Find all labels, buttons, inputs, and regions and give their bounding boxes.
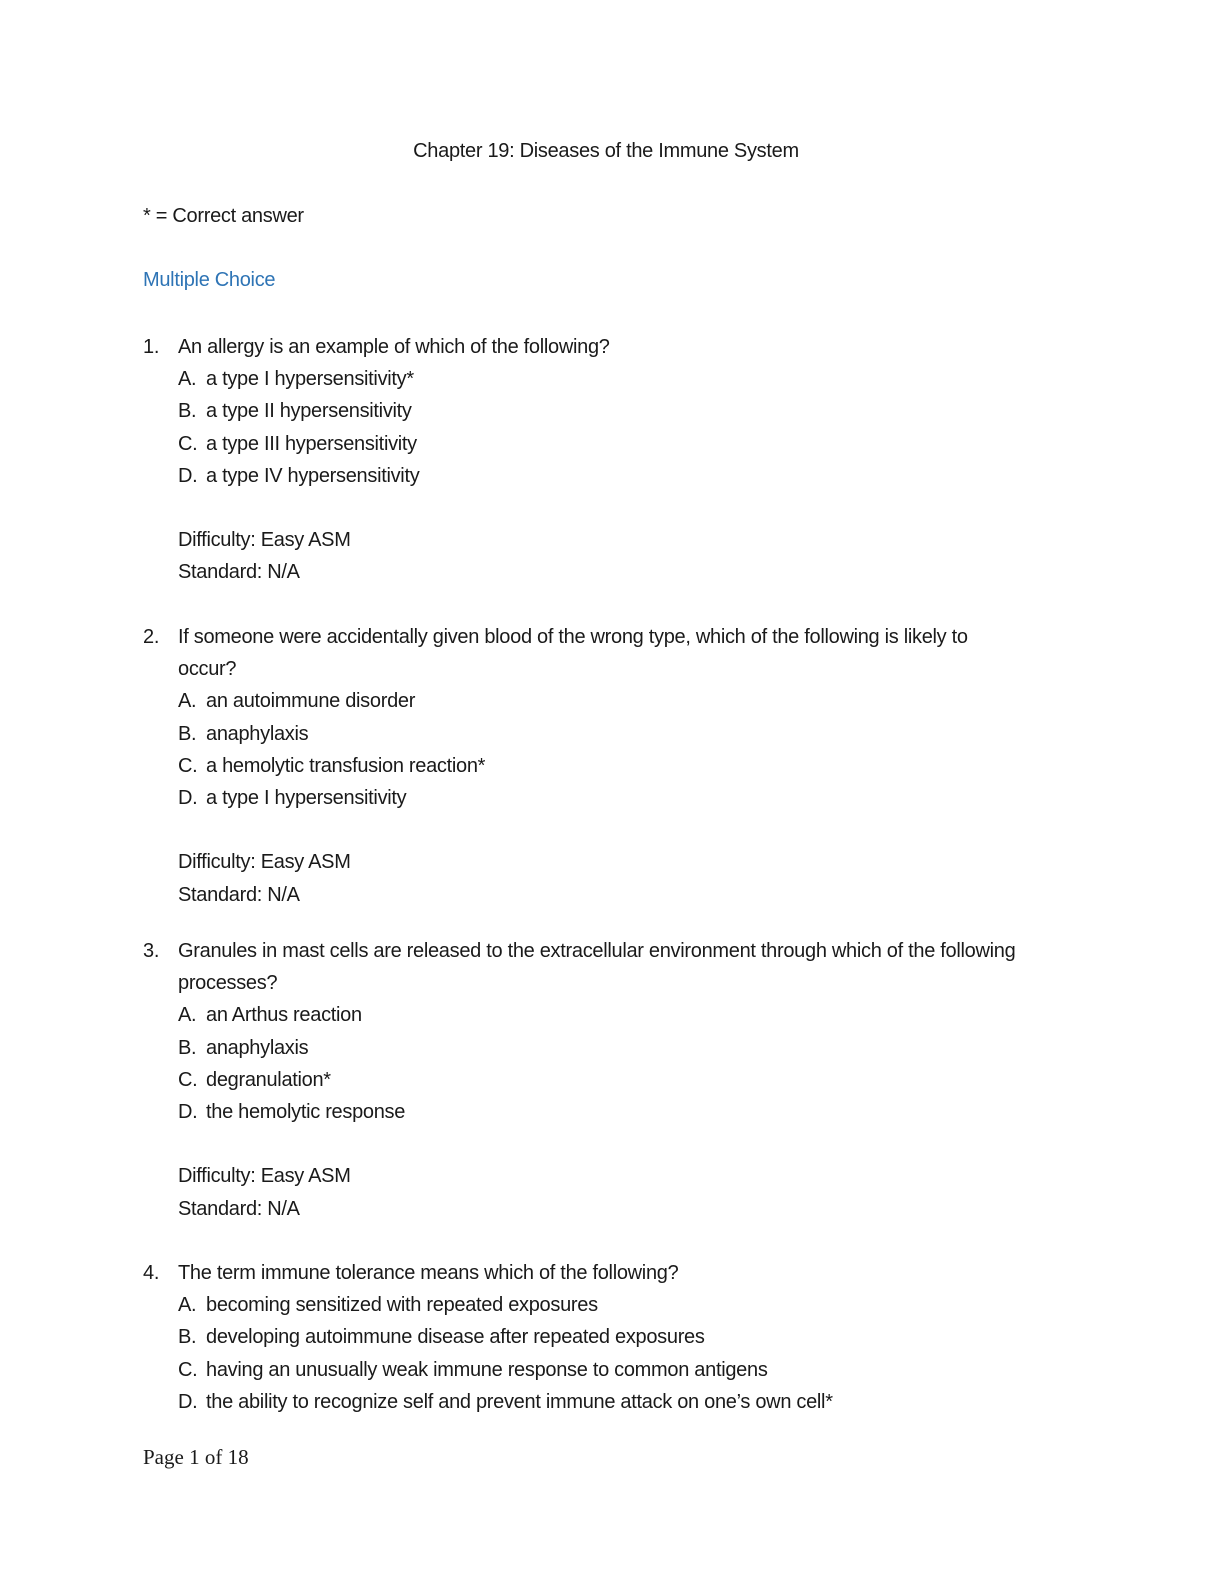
difficulty-label: Difficulty: Easy ASM [178, 1165, 351, 1188]
option-text: the ability to recognize self and prevent immune attack on one’s own cell* [206, 1390, 833, 1413]
question-text: The term immune tolerance means which of the following? [178, 1262, 679, 1284]
option-text: an autoimmune disorder [206, 690, 416, 713]
answer-option-d [178, 1386, 1023, 1418]
option-text: becoming sensitized with repeated exposures [206, 1294, 598, 1317]
option-text: a type I hypersensitivity* [206, 368, 414, 391]
question-text: Granules in mast cells are released to the extracellular environment through which of the following processes? [178, 940, 1016, 995]
question-meta [178, 846, 1023, 910]
question-meta [178, 524, 1023, 588]
answer-option-b [178, 1321, 1023, 1353]
option-text: having an unusually weak immune response to common antigens [206, 1358, 768, 1381]
question-number: 1. [143, 336, 160, 358]
answer-options [178, 685, 1023, 814]
option-text: the hemolytic response [206, 1101, 406, 1124]
option-letter: A. [178, 1294, 197, 1317]
page-title: Chapter 19: Diseases of the Immune System [413, 140, 799, 162]
answer-option-a [178, 685, 1023, 717]
option-letter: D. [178, 464, 198, 487]
option-text: degranulation* [206, 1068, 331, 1091]
option-text: a hemolytic transfusion reaction* [206, 754, 486, 777]
answer-option-b [178, 718, 1023, 750]
option-letter: A. [178, 368, 197, 391]
option-letter: A. [178, 690, 197, 713]
option-text: a type III hypersensitivity [206, 432, 417, 455]
answer-option-d [178, 782, 1023, 814]
answer-option-b [178, 395, 1023, 427]
question-3 [143, 935, 1023, 1225]
difficulty-label: Difficulty: Easy ASM [178, 851, 351, 874]
answer-option-c [178, 1064, 1023, 1096]
standard-label: Standard: N/A [178, 883, 300, 906]
answer-key-legend: * = Correct answer [143, 205, 304, 227]
standard-label: Standard: N/A [178, 1197, 300, 1220]
option-text: anaphylaxis [206, 722, 309, 745]
answer-option-a [178, 363, 1023, 395]
question-number: 4. [143, 1262, 160, 1284]
answer-options [178, 1289, 1023, 1418]
question-1 [143, 331, 1023, 589]
option-letter: B. [178, 1036, 197, 1059]
option-text: anaphylaxis [206, 1036, 309, 1059]
answer-option-a [178, 1289, 1023, 1321]
option-text: a type I hypersensitivity [206, 787, 407, 810]
difficulty-label: Difficulty: Easy ASM [178, 529, 351, 552]
option-text: a type IV hypersensitivity [206, 464, 420, 487]
page-number: Page 1 of 18 [143, 1445, 249, 1469]
answer-options [178, 363, 1023, 492]
question-text: If someone were accidentally given blood of the wrong type, which of the following is likely to occur? [178, 626, 968, 681]
answer-option-d [178, 1096, 1023, 1128]
option-text: developing autoimmune disease after repeated exposures [206, 1326, 705, 1349]
option-letter: D. [178, 1390, 198, 1413]
question-text: An allergy is an example of which of the following? [178, 336, 610, 358]
question-2 [143, 621, 1023, 911]
question-number: 2. [143, 626, 160, 648]
option-letter: C. [178, 1358, 198, 1381]
answer-option-c [178, 428, 1023, 460]
question-4 [143, 1257, 1023, 1418]
answer-option-c [178, 1354, 1023, 1386]
question-number: 3. [143, 940, 160, 962]
answer-option-a [178, 999, 1023, 1031]
answer-option-d [178, 460, 1023, 492]
option-letter: A. [178, 1004, 197, 1027]
option-letter: B. [178, 722, 197, 745]
option-text: an Arthus reaction [206, 1004, 362, 1027]
standard-label: Standard: N/A [178, 561, 300, 584]
question-meta [178, 1160, 1023, 1224]
option-letter: C. [178, 1068, 198, 1091]
answer-option-c [178, 750, 1023, 782]
option-letter: C. [178, 432, 198, 455]
option-letter: D. [178, 1101, 198, 1124]
option-letter: C. [178, 754, 198, 777]
option-letter: B. [178, 1326, 197, 1349]
option-text: a type II hypersensitivity [206, 400, 412, 423]
section-heading: Multiple Choice [143, 269, 276, 291]
option-letter: D. [178, 787, 198, 810]
answer-option-b [178, 1032, 1023, 1064]
answer-options [178, 999, 1023, 1128]
option-letter: B. [178, 400, 197, 423]
